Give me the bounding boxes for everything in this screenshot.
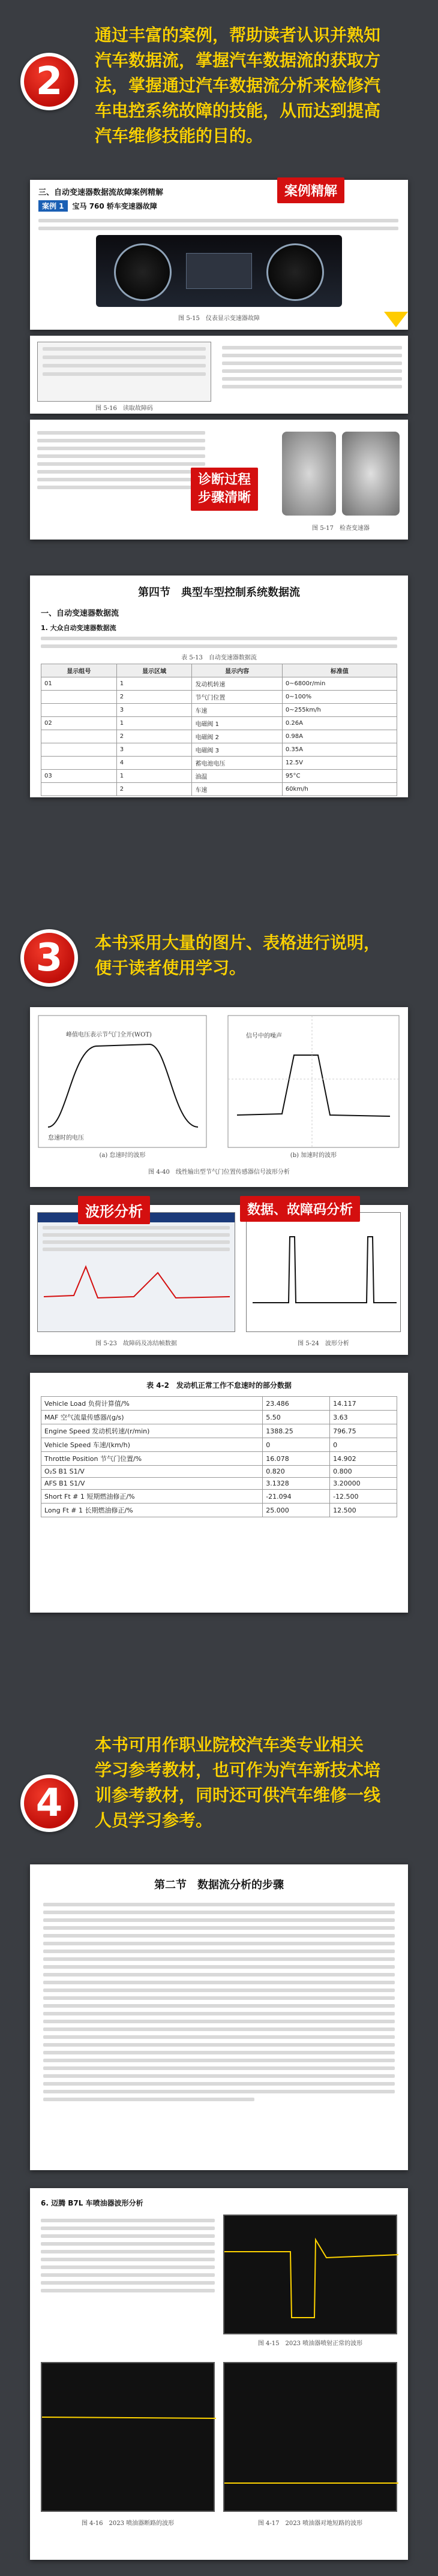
cell: 0.800	[330, 1466, 397, 1478]
table-row	[41, 691, 397, 704]
injector-scope-c-svg	[224, 2363, 398, 2513]
table-row	[41, 1504, 397, 1517]
table-row	[41, 1397, 397, 1411]
cell	[41, 730, 117, 743]
cell: 1	[116, 770, 192, 783]
figure-caption-3: 图 5-17 检查变速器	[312, 525, 370, 532]
table-row	[41, 1466, 397, 1478]
cell: 796.75	[330, 1424, 397, 1438]
label-noise: 信号中的噪声	[246, 1033, 282, 1040]
steps-section-title: 第二节 数据流分析的步骤	[154, 1879, 284, 1891]
section-4-line-3: 训参考教材，同时还可供汽车维修一线	[95, 1785, 381, 1805]
cell: 3	[116, 743, 192, 757]
cell: 12.5V	[282, 757, 397, 770]
section-2-line-3: 法，掌握通过汽车数据流分析来检修汽	[95, 76, 381, 95]
cell	[41, 704, 117, 717]
diagnostic-page	[30, 1205, 408, 1355]
cell: 1388.25	[263, 1424, 330, 1438]
cell: 2	[116, 783, 192, 796]
cell: 0.26A	[282, 717, 397, 730]
tag-diagnosis-line-2: 步骤清晰	[198, 490, 251, 505]
cell: 03	[41, 770, 117, 783]
case-title: 宝马 760 轿车变速器故障	[72, 202, 157, 210]
section-4-line-4: 人员学习参考。	[95, 1810, 213, 1830]
cell: 车速	[192, 704, 282, 717]
scope-screen	[246, 1212, 401, 1332]
section-2-line-4: 车电控系统故障的技能，从而达到提高	[95, 101, 381, 120]
case-title-row	[38, 200, 157, 212]
cell: 电磁阀 2	[192, 730, 282, 743]
cell	[41, 757, 117, 770]
table-row	[41, 730, 397, 743]
section-2-line-1: 通过丰富的案例，帮助读者认识并熟知	[95, 25, 381, 45]
section-3-text	[95, 930, 431, 981]
cell: 1	[116, 677, 192, 691]
injector-scope-a-svg	[224, 2216, 398, 2336]
cell: 3	[116, 704, 192, 717]
table-row	[41, 1452, 397, 1466]
down-arrow-icon	[384, 312, 408, 327]
cell: Engine Speed 发动机转速/(r/min)	[41, 1424, 263, 1438]
cell: 60km/h	[282, 783, 397, 796]
waveform-page	[30, 1007, 408, 1187]
section-3-line-1: 本书采用大量的图片、表格进行说明，	[95, 933, 381, 953]
cell: Throttle Position 节气门位置/%	[41, 1452, 263, 1466]
cell: 1	[116, 717, 192, 730]
cell	[41, 783, 117, 796]
section-4-line-1: 本书可用作职业院校汽车类专业相关	[95, 1735, 364, 1755]
cell: 01	[41, 677, 117, 691]
number-badge-3	[20, 929, 78, 987]
injector-subtitle: 6. 迈腾 B7L 车喷油器波形分析	[41, 2199, 143, 2207]
scan-data-screen	[37, 1212, 235, 1332]
datastream-table-caption: 表 5-13 自动变速器数据流	[181, 655, 257, 661]
injector-page	[30, 2188, 408, 2560]
cell: 3.63	[330, 1411, 397, 1424]
table-row	[41, 783, 397, 796]
injector-scope-b-svg	[42, 2363, 216, 2513]
injector-scope-c	[223, 2362, 397, 2512]
number-badge-2	[20, 53, 78, 110]
section-2	[0, 0, 438, 653]
scope-svg	[247, 1213, 401, 1333]
cell: -12.500	[330, 1490, 397, 1504]
number-badge-4-label: 4	[35, 1781, 63, 1825]
th-standard: 标准值	[282, 664, 397, 677]
cell: 2	[116, 691, 192, 704]
label-idle: 怠速时的电压	[48, 1135, 84, 1141]
cell: 3.20000	[330, 1478, 397, 1490]
waveform-caption-main: 图 4-40 线性输出型节气门位置传感器信号波形分析	[148, 1169, 290, 1176]
cell: 电磁阀 3	[192, 743, 282, 757]
case-page	[30, 180, 408, 330]
injector-caption-b: 图 4-16 2023 喷油器断路的波形	[81, 2520, 175, 2527]
diagnosis-page	[30, 336, 408, 414]
cell: 0.35A	[282, 743, 397, 757]
transmission-photo-2	[342, 432, 400, 516]
cell: 23.486	[263, 1397, 330, 1411]
table-row	[41, 677, 397, 691]
cell: 4	[116, 757, 192, 770]
cell: 发动机转速	[192, 677, 282, 691]
injector-scope-b	[41, 2362, 215, 2512]
table-header-row	[41, 664, 397, 677]
cell: AFS B1 S1/V	[41, 1478, 263, 1490]
th-group: 显示组号	[41, 664, 117, 677]
section-4-text	[95, 1733, 431, 1833]
cell: 25.000	[263, 1504, 330, 1517]
datastream-sub1: 一、自动变速器数据流	[41, 609, 119, 618]
transmission-photo-1	[282, 432, 336, 516]
cell: 0.98A	[282, 730, 397, 743]
datastream-text-lines	[41, 637, 397, 648]
cell	[41, 691, 117, 704]
cell: 蓄电池电压	[192, 757, 282, 770]
cell: 0~6800r/min	[282, 677, 397, 691]
case-label: 案例 1	[38, 200, 68, 212]
cell: 0	[330, 1438, 397, 1452]
section-4-line-2: 学习参考教材，也可作为汽车新技术培	[95, 1760, 381, 1780]
table-row	[41, 770, 397, 783]
scan-graph-svg	[38, 1255, 236, 1309]
tag-diagnosis-steps	[191, 468, 258, 511]
cell: 5.50	[263, 1411, 330, 1424]
section-2-line-5: 汽车维修技能的目的。	[95, 126, 263, 146]
cell: Vehicle Load 负荷计算值/%	[41, 1397, 263, 1411]
steps-page	[30, 1864, 408, 2170]
diagnostic-caption-2: 图 5-24 波形分析	[298, 1340, 349, 1347]
th-content: 显示内容	[192, 664, 282, 677]
cell: -21.094	[263, 1490, 330, 1504]
table-row	[41, 1424, 397, 1438]
cell: Long Ft # 1 长期燃油修正/%	[41, 1504, 263, 1517]
cell: Vehicle Speed 车速/(km/h)	[41, 1438, 263, 1452]
figure-caption-2: 图 5-16 读取故障码	[95, 405, 153, 412]
cell: 车速	[192, 783, 282, 796]
waveform-caption-a: (a) 怠速时的波形	[99, 1152, 146, 1159]
cell: 12.500	[330, 1504, 397, 1517]
case-text-lines	[38, 215, 398, 234]
injector-scope-a	[223, 2215, 397, 2334]
cell: 02	[41, 717, 117, 730]
injector-caption-a: 图 4-15 2023 喷油器喷射正常的波形	[257, 2340, 363, 2347]
number-badge-2-label: 2	[35, 59, 63, 104]
diagnostic-caption-1: 图 5-23 故障码及冻结帧数据	[95, 1340, 177, 1347]
cell: 0~100%	[282, 691, 397, 704]
table-row	[41, 743, 397, 757]
cell: Short Ft # 1 短期燃油修正/%	[41, 1490, 263, 1504]
datastream-table	[41, 664, 397, 796]
label-wot: 峰值电压表示节气门全开(WOT)	[66, 1032, 152, 1038]
engine-data-page	[30, 1373, 408, 1613]
tag-case-study: 案例精解	[277, 177, 344, 203]
section-2-line-2: 汽车数据流，掌握汽车数据流的获取方	[95, 50, 381, 70]
table-row	[41, 1438, 397, 1452]
tag-waveform-analysis: 波形分析	[78, 1196, 150, 1224]
cell: 油温	[192, 770, 282, 783]
cell: 2	[116, 730, 192, 743]
datastream-sub2: 1. 大众自动变速器数据流	[41, 624, 116, 632]
cell: 0.820	[263, 1466, 330, 1478]
diagnosis-text-lines	[222, 342, 402, 393]
cell: 14.902	[330, 1452, 397, 1466]
section-2-text	[95, 23, 431, 149]
cell: 95°C	[282, 770, 397, 783]
cell: O₂S B1 S1/V	[41, 1466, 263, 1478]
tag-diagnosis-line-1: 诊断过程	[198, 472, 251, 487]
table-row	[41, 757, 397, 770]
figure-caption-1: 图 5-15 仪表显示变速器故障	[178, 315, 260, 322]
table-row	[41, 704, 397, 717]
table-row	[41, 1411, 397, 1424]
datastream-section-title: 第四节 典型车型控制系统数据流	[138, 586, 300, 599]
waveform-caption-b: (b) 加速时的波形	[290, 1152, 337, 1159]
number-badge-4	[20, 1774, 78, 1832]
steps-text-lines	[43, 1903, 395, 2101]
cell: 0	[263, 1438, 330, 1452]
cell: 0~255km/h	[282, 704, 397, 717]
section-3-line-2: 便于读者使用学习。	[95, 958, 247, 978]
number-badge-3-label: 3	[35, 936, 63, 980]
cell	[41, 743, 117, 757]
inspection-text-lines	[37, 427, 205, 493]
cell: 16.078	[263, 1452, 330, 1466]
cell: 电磁阀 1	[192, 717, 282, 730]
cell: 3.1328	[263, 1478, 330, 1490]
case-page-heading: 三、自动变速器数据流故障案例精解	[38, 188, 164, 197]
cell: 节气门位置	[192, 691, 282, 704]
engine-data-table	[41, 1396, 397, 1517]
engine-data-table-title: 表 4-2 发动机正常工作不怠速时的部分数据	[146, 1381, 292, 1390]
cell: MAF 空气流量传感器/(g/s)	[41, 1411, 263, 1424]
datastream-page	[30, 576, 408, 797]
cell: 14.117	[330, 1397, 397, 1411]
injector-text-lines	[41, 2215, 215, 2297]
injector-caption-c: 图 4-17 2023 喷油器对地短路的波形	[257, 2520, 363, 2527]
table-row	[41, 1478, 397, 1490]
scan-tool-screen	[37, 342, 211, 402]
tag-data-dtc-analysis: 数据、故障码分析	[240, 1196, 360, 1222]
table-row	[41, 717, 397, 730]
dashboard-photo	[96, 235, 342, 307]
table-row	[41, 1490, 397, 1504]
th-zone: 显示区域	[116, 664, 192, 677]
